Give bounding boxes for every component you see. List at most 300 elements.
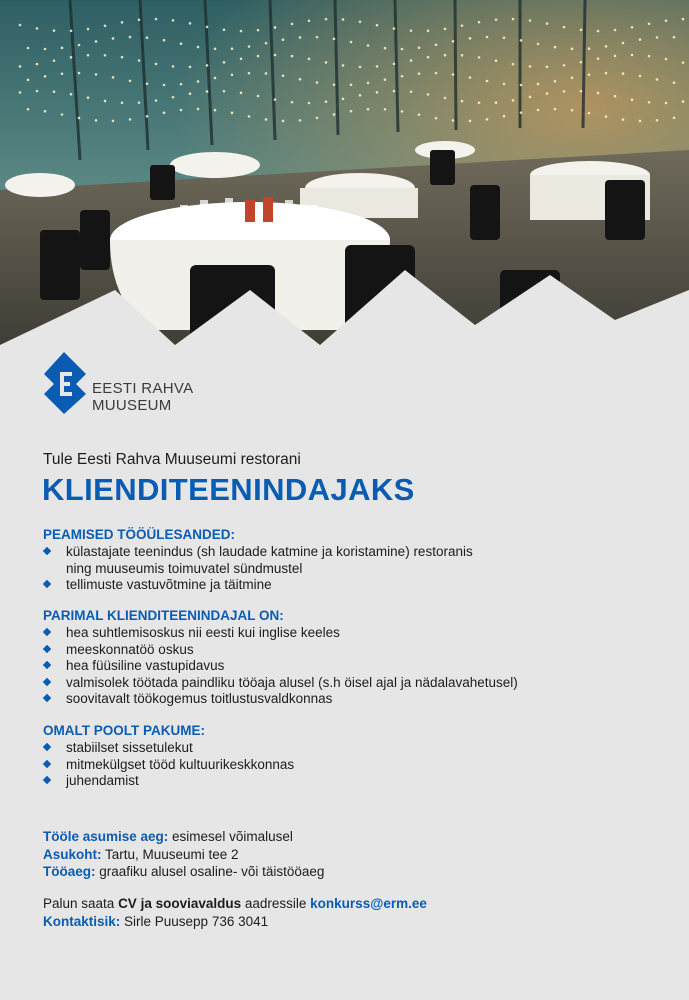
- string-light: [231, 74, 234, 77]
- string-light: [512, 63, 515, 66]
- string-light: [529, 96, 532, 99]
- string-light: [580, 90, 583, 93]
- location-row: [43, 846, 663, 864]
- string-light: [53, 29, 56, 32]
- string-light: [308, 58, 311, 61]
- list-item: [43, 658, 663, 675]
- string-light: [359, 94, 362, 97]
- string-light: [325, 18, 328, 21]
- string-light: [274, 54, 277, 57]
- string-light: [163, 39, 166, 42]
- string-light: [622, 72, 625, 75]
- list-item-text: külastajate teenindus (sh laudade katmine ja koristamine) restoranis: [66, 544, 473, 559]
- string-light: [214, 77, 217, 80]
- string-light: [478, 56, 481, 59]
- list-item: [43, 561, 663, 578]
- string-light: [588, 47, 591, 50]
- string-light: [673, 36, 676, 39]
- string-light: [189, 66, 192, 69]
- string-light: [316, 36, 319, 39]
- string-light: [214, 48, 217, 51]
- string-light: [495, 18, 498, 21]
- string-light: [393, 90, 396, 93]
- list-item-text: tellimuste vastuvõtmine ja täitmine: [66, 577, 272, 592]
- string-light: [435, 117, 438, 120]
- bullet-diamond-icon: [43, 628, 51, 636]
- start-date-value: esimesel võimalusel: [168, 829, 293, 844]
- string-light: [469, 120, 472, 123]
- hero-photo: [0, 0, 689, 360]
- list-item: [43, 642, 663, 659]
- string-light: [588, 112, 591, 115]
- string-light: [87, 54, 90, 57]
- string-light: [597, 30, 600, 33]
- string-light: [299, 119, 302, 122]
- string-light: [350, 83, 353, 86]
- string-light: [418, 113, 421, 116]
- string-light: [461, 100, 464, 103]
- string-light: [648, 22, 651, 25]
- string-light: [36, 27, 39, 30]
- section-tasks: [43, 526, 663, 594]
- string-light: [61, 72, 64, 75]
- list-item: [43, 577, 663, 594]
- offer-list: [43, 740, 663, 790]
- string-light: [580, 61, 583, 64]
- string-light: [27, 79, 30, 82]
- string-light: [112, 76, 115, 79]
- string-light: [673, 81, 676, 84]
- string-light: [333, 83, 336, 86]
- list-item-text: hea suhtlemisoskus nii eesti kui inglise keeles: [66, 625, 340, 640]
- bullet-diamond-icon: [43, 776, 51, 784]
- string-light: [197, 108, 200, 111]
- string-light: [155, 63, 158, 66]
- list-item-text: stabiilset sissetulekut: [66, 740, 193, 755]
- string-light: [512, 18, 515, 21]
- string-light: [95, 119, 98, 122]
- string-light: [19, 24, 22, 27]
- string-light: [435, 44, 438, 47]
- string-light: [257, 55, 260, 58]
- worktime-row: [43, 863, 663, 881]
- string-light: [520, 84, 523, 87]
- contact-label: Kontaktisik:: [43, 913, 121, 929]
- string-light: [631, 98, 634, 101]
- string-light: [597, 92, 600, 95]
- string-light: [342, 64, 345, 67]
- string-light: [240, 92, 243, 95]
- string-light: [231, 112, 234, 115]
- string-light: [665, 19, 668, 22]
- string-light: [631, 26, 634, 29]
- string-light: [639, 120, 642, 123]
- string-light: [146, 115, 149, 118]
- string-light: [248, 72, 251, 75]
- string-light: [342, 98, 345, 101]
- string-light: [486, 80, 489, 83]
- string-light: [418, 46, 421, 49]
- string-light: [503, 115, 506, 118]
- string-light: [469, 76, 472, 79]
- string-light: [257, 29, 260, 32]
- string-light: [546, 22, 549, 25]
- string-light: [367, 82, 370, 85]
- string-light: [265, 118, 268, 121]
- bullet-diamond-icon: [43, 580, 51, 588]
- string-light: [656, 36, 659, 39]
- string-light: [121, 102, 124, 105]
- apply-prefix: Palun saata: [43, 896, 119, 911]
- string-light: [78, 117, 81, 120]
- string-light: [316, 117, 319, 120]
- string-light: [155, 99, 158, 102]
- string-light: [605, 45, 608, 48]
- string-light: [563, 26, 566, 29]
- string-light: [486, 36, 489, 39]
- string-light: [291, 101, 294, 104]
- string-light: [367, 108, 370, 111]
- string-light: [231, 47, 234, 50]
- string-light: [401, 48, 404, 51]
- string-light: [622, 118, 625, 121]
- string-light: [70, 93, 73, 96]
- logo-line-1: EESTI RAHVA: [92, 380, 194, 397]
- string-light: [639, 38, 642, 41]
- string-light: [129, 118, 132, 121]
- string-light: [104, 100, 107, 103]
- string-light: [452, 40, 455, 43]
- section-title: PARIMAL KLIENDITEENINDAJAL ON:: [43, 608, 284, 623]
- string-light: [112, 120, 115, 123]
- string-light: [87, 96, 90, 99]
- list-item: [43, 740, 663, 757]
- string-light: [376, 24, 379, 27]
- start-date-label: Tööle asumise aeg:: [43, 829, 169, 844]
- list-item-text: soovitavalt töökogemus toitlustusvaldkonnas: [66, 691, 333, 706]
- string-light: [291, 55, 294, 58]
- string-light: [665, 58, 668, 61]
- apply-middle: aadressile: [241, 896, 311, 911]
- string-light: [53, 59, 56, 62]
- list-item: [43, 773, 663, 790]
- string-light: [78, 72, 81, 75]
- string-light: [121, 56, 124, 59]
- string-light: [461, 24, 464, 27]
- string-light: [189, 22, 192, 25]
- string-light: [622, 42, 625, 45]
- string-light: [605, 72, 608, 75]
- string-light: [325, 100, 328, 103]
- string-light: [682, 100, 685, 103]
- string-light: [36, 63, 39, 66]
- string-light: [384, 47, 387, 50]
- string-light: [384, 78, 387, 81]
- string-light: [682, 61, 685, 64]
- string-light: [138, 59, 141, 62]
- string-light: [605, 115, 608, 118]
- string-light: [520, 111, 523, 114]
- string-light: [418, 72, 421, 75]
- string-light: [401, 110, 404, 113]
- string-light: [537, 83, 540, 86]
- string-light: [546, 66, 549, 69]
- string-light: [520, 39, 523, 42]
- string-light: [274, 98, 277, 101]
- string-light: [70, 56, 73, 59]
- logo-line-2: MUUSEUM: [92, 397, 172, 414]
- string-light: [495, 101, 498, 104]
- list-item: [43, 625, 663, 642]
- string-light: [435, 72, 438, 75]
- string-light: [444, 54, 447, 57]
- task-list: [43, 544, 663, 594]
- string-light: [138, 101, 141, 104]
- string-light: [180, 42, 183, 45]
- string-light: [342, 18, 345, 21]
- bullet-diamond-icon: [43, 743, 51, 751]
- list-item-text: valmisolek töötada paindliku tööaja alusel (s.h öisel ajal ja nädalavahetusel): [66, 674, 518, 690]
- string-light: [410, 90, 413, 93]
- string-light: [316, 81, 319, 84]
- string-light: [503, 36, 506, 39]
- section-title: OMALT POOLT PAKUME:: [43, 723, 205, 738]
- string-light: [537, 43, 540, 46]
- string-light: [384, 108, 387, 111]
- string-light: [427, 93, 430, 96]
- requirements-list: [43, 625, 663, 708]
- string-light: [138, 18, 141, 21]
- string-light: [240, 30, 243, 33]
- string-light: [163, 112, 166, 115]
- section-title: PEAMISED TÖÖÜLESANDED:: [43, 527, 236, 542]
- string-light: [401, 75, 404, 78]
- string-light: [478, 102, 481, 105]
- list-item-text: mitmekülgset tööd kultuurikeskkonnas: [66, 756, 295, 772]
- string-light: [257, 95, 260, 98]
- string-light: [282, 120, 285, 123]
- string-light: [240, 58, 243, 61]
- string-light: [563, 90, 566, 93]
- string-light: [36, 90, 39, 93]
- string-light: [614, 95, 617, 98]
- string-light: [444, 28, 447, 31]
- string-light: [265, 72, 268, 75]
- string-light: [291, 23, 294, 26]
- string-light: [172, 19, 175, 22]
- string-light: [129, 36, 132, 39]
- string-light: [180, 109, 183, 112]
- string-light: [274, 26, 277, 29]
- list-item: [43, 675, 663, 692]
- string-light: [308, 102, 311, 105]
- string-light: [27, 108, 30, 111]
- list-item: [43, 544, 663, 561]
- string-light: [248, 115, 251, 118]
- bullet-diamond-icon: [43, 694, 51, 702]
- string-light: [631, 54, 634, 57]
- string-light: [19, 91, 22, 94]
- string-light: [461, 54, 464, 57]
- contact-row: [43, 913, 663, 931]
- string-light: [299, 36, 302, 39]
- string-light: [129, 80, 132, 83]
- string-light: [367, 44, 370, 47]
- string-light: [656, 78, 659, 81]
- string-light: [206, 90, 209, 93]
- string-light: [121, 21, 124, 24]
- string-light: [597, 57, 600, 60]
- string-light: [104, 54, 107, 57]
- string-light: [529, 19, 532, 22]
- bullet-diamond-icon: [43, 547, 51, 555]
- string-light: [639, 75, 642, 78]
- string-light: [146, 36, 149, 39]
- string-light: [571, 109, 574, 112]
- string-light: [376, 65, 379, 68]
- string-light: [95, 73, 98, 76]
- string-light: [333, 38, 336, 41]
- string-light: [376, 91, 379, 94]
- string-light: [223, 28, 226, 31]
- string-light: [282, 74, 285, 77]
- string-light: [571, 76, 574, 79]
- string-light: [78, 44, 81, 47]
- string-light: [427, 56, 430, 59]
- string-light: [588, 73, 591, 76]
- string-light: [95, 40, 98, 43]
- string-light: [61, 47, 64, 50]
- string-light: [444, 97, 447, 100]
- list-item-text: meeskonnatöö oskus: [66, 641, 194, 657]
- contact-value: Sirle Puusepp 736 3041: [120, 913, 269, 929]
- list-item-text: juhendamist: [66, 773, 139, 788]
- string-light: [580, 29, 583, 32]
- string-light: [486, 118, 489, 121]
- string-light: [104, 25, 107, 28]
- string-light: [53, 90, 56, 93]
- string-light: [673, 116, 676, 119]
- bullet-diamond-icon: [43, 759, 51, 767]
- string-light: [44, 75, 47, 78]
- string-light: [648, 101, 651, 104]
- apply-documents: CV ja sooviavaldus: [118, 896, 242, 911]
- string-light: [350, 110, 353, 113]
- list-item: [43, 691, 663, 708]
- string-light: [265, 42, 268, 45]
- restaurant-interior-image: [0, 0, 689, 360]
- string-light: [410, 29, 413, 32]
- string-light: [554, 108, 557, 111]
- logo-wordmark: [92, 380, 193, 414]
- string-light: [648, 55, 651, 58]
- string-light: [563, 64, 566, 67]
- string-light: [180, 83, 183, 86]
- string-light: [359, 66, 362, 69]
- string-light: [410, 59, 413, 62]
- location-value: Tartu, Muuseumi tee 2: [101, 846, 239, 862]
- string-light: [665, 102, 668, 105]
- string-light: [308, 20, 311, 23]
- string-light: [478, 21, 481, 24]
- string-light: [503, 83, 506, 86]
- string-light: [27, 47, 30, 50]
- string-light: [189, 92, 192, 95]
- string-light: [554, 80, 557, 83]
- string-light: [206, 26, 209, 29]
- string-light: [44, 110, 47, 113]
- string-light: [299, 78, 302, 81]
- string-light: [512, 99, 515, 102]
- string-light: [112, 37, 115, 40]
- intro-text: Tule Eesti Rahva Muuseumi restorani: [43, 451, 301, 468]
- list-item-text: ning muuseumis toimuvatel sündmustel: [66, 560, 303, 576]
- apply-info: [43, 895, 663, 930]
- string-light: [172, 96, 175, 99]
- string-light: [614, 29, 617, 32]
- string-light: [70, 30, 73, 33]
- bullet-diamond-icon: [43, 677, 51, 685]
- string-light: [546, 92, 549, 95]
- string-light: [682, 18, 685, 21]
- string-light: [248, 45, 251, 48]
- string-light: [452, 73, 455, 76]
- string-light: [223, 61, 226, 64]
- string-light: [155, 18, 158, 21]
- string-light: [537, 109, 540, 112]
- string-light: [614, 55, 617, 58]
- string-light: [223, 90, 226, 93]
- string-light: [163, 84, 166, 87]
- start-date-row: [43, 828, 663, 846]
- string-light: [214, 109, 217, 112]
- string-light: [325, 61, 328, 64]
- apply-row: [43, 895, 663, 913]
- bullet-diamond-icon: [43, 661, 51, 669]
- bullet-diamond-icon: [43, 644, 51, 652]
- string-light: [197, 46, 200, 49]
- string-light: [359, 20, 362, 23]
- job-title: KLIENDITEENINDAJAKS: [42, 472, 415, 507]
- section-offer: [43, 722, 663, 790]
- string-light: [206, 64, 209, 67]
- worktime-value: graafiku alusel osaline- või täistööaeg: [95, 864, 325, 879]
- string-light: [333, 113, 336, 116]
- job-details: [43, 828, 663, 881]
- string-light: [146, 82, 149, 85]
- list-item-text: hea füüsiline vastupidavus: [66, 658, 225, 673]
- string-light: [656, 119, 659, 122]
- string-light: [469, 37, 472, 40]
- string-light: [554, 46, 557, 49]
- string-light: [571, 48, 574, 51]
- location-label: Asukoht:: [43, 846, 102, 862]
- string-light: [19, 65, 22, 68]
- string-light: [452, 119, 455, 122]
- email-link[interactable]: konkurss@erm.ee: [310, 896, 427, 911]
- string-light: [495, 59, 498, 62]
- string-light: [61, 113, 64, 116]
- list-item: [43, 757, 663, 774]
- string-light: [529, 65, 532, 68]
- worktime-label: Tööaeg:: [43, 864, 96, 879]
- section-requirements: [43, 607, 663, 708]
- string-light: [197, 80, 200, 83]
- string-light: [87, 28, 90, 31]
- string-light: [393, 63, 396, 66]
- string-light: [393, 27, 396, 30]
- string-light: [427, 29, 430, 32]
